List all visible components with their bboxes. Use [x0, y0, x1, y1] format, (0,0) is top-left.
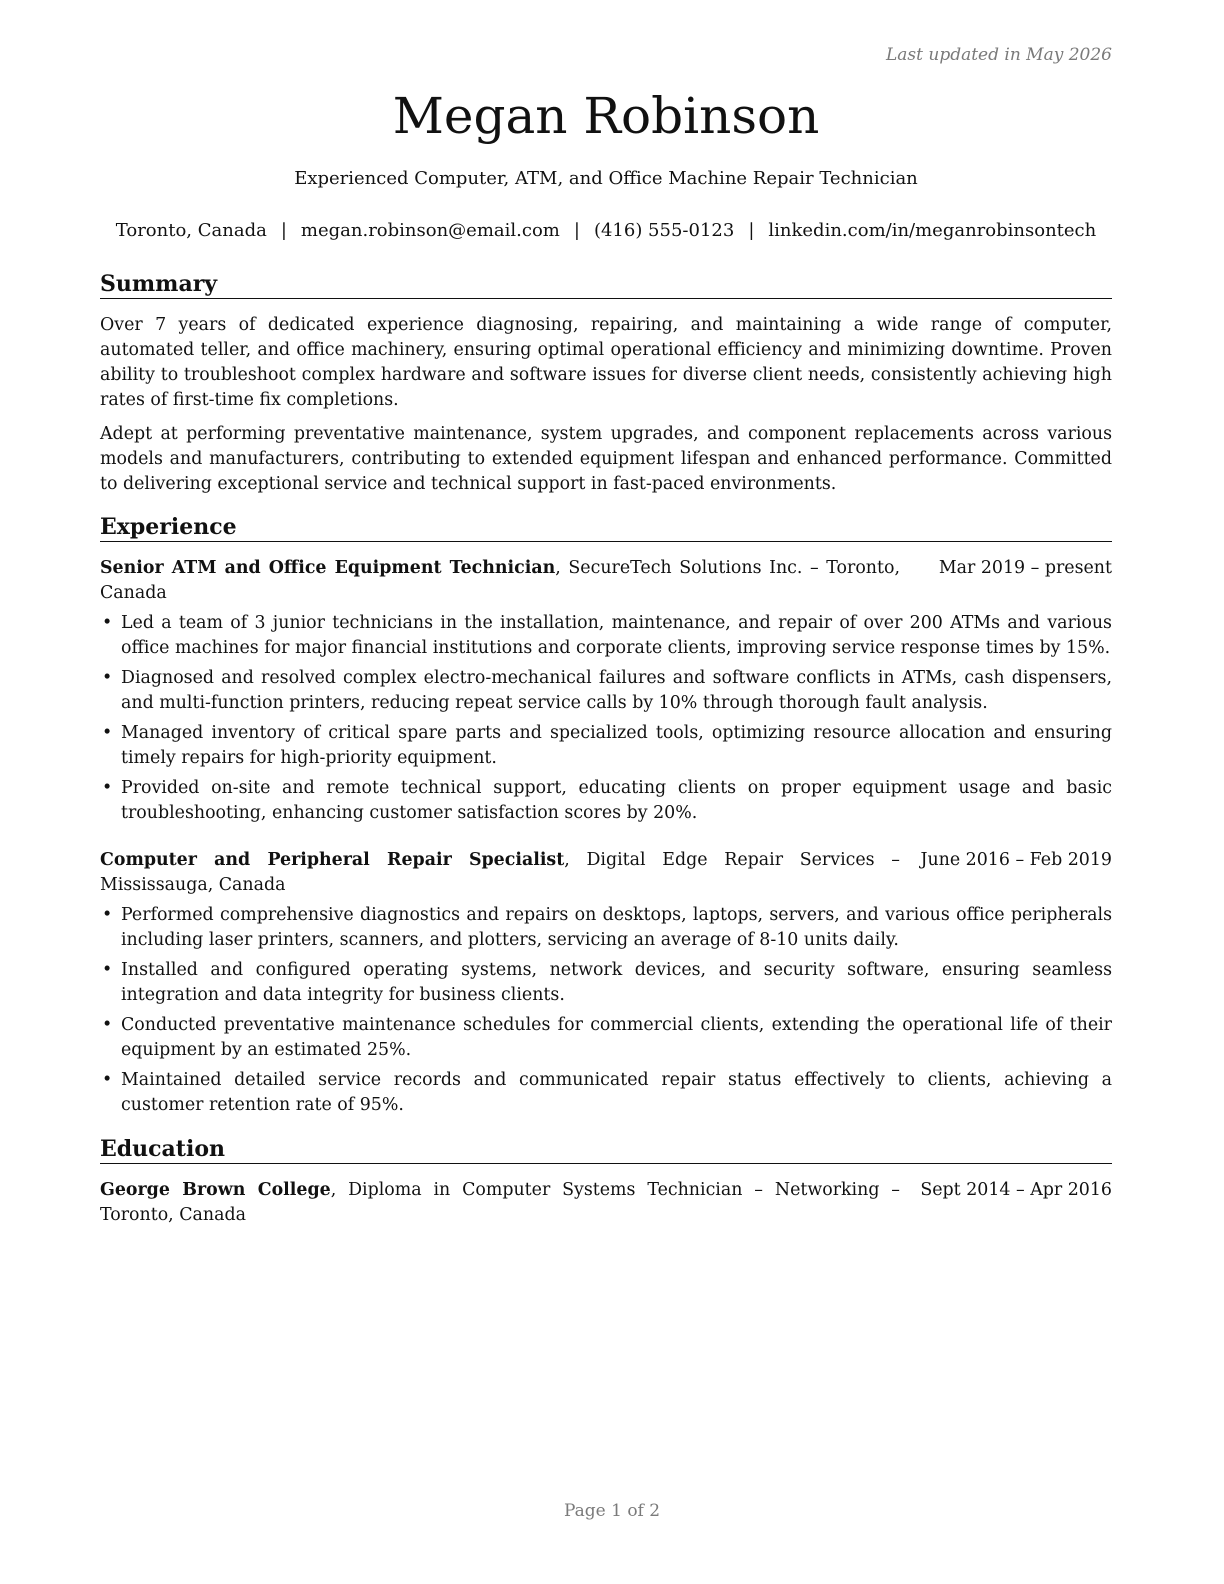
job-role: Computer and Peripheral Repair Specialist — [100, 850, 565, 870]
education-details: , Diploma in Computer Systems Technician – Networking – Toronto, Canada — [100, 1180, 900, 1225]
bullet-text: Conducted preventative maintenance schedules for commercial clients, extending the operational life of their equipment by an estimated 25%. — [121, 1015, 1112, 1060]
contact-line — [100, 219, 1112, 243]
experience-section — [100, 513, 1112, 1118]
bullet-icon: • — [102, 960, 113, 980]
contact-location: Toronto, Canada — [115, 220, 267, 241]
bullet-text: Managed inventory of critical spare parts and specialized tools, optimizing resource allocation and ensuring timely repairs for high-priority equipment. — [121, 723, 1112, 768]
bullet-icon: • — [102, 1070, 113, 1090]
bullet-icon: • — [102, 723, 113, 743]
bullet-item — [100, 903, 1112, 953]
bullet-text: Provided on-site and remote technical support, educating clients on proper equipment usage and basic troubleshooting, enhancing customer satisfaction scores by 20%. — [121, 778, 1112, 823]
headline: Experienced Computer, ATM, and Office Machine Repair Technician — [294, 168, 918, 189]
education-dates: Sept 2014 – Apr 2016 — [920, 1180, 1112, 1200]
bullet-item — [100, 1068, 1112, 1118]
bullet-icon: • — [102, 613, 113, 633]
bullet-item — [100, 611, 1112, 661]
bullet-item — [100, 721, 1112, 771]
bullet-text: Diagnosed and resolved complex electro-mechanical failures and software conflicts in ATMs, cash dispensers, and multi-function printers, reducing repeat service calls by 10% through thorough fault analysis. — [121, 668, 1112, 713]
contact-separator: | — [573, 220, 580, 241]
contact-separator: | — [748, 220, 755, 241]
page-number: Page 1 of 2 — [563, 1501, 661, 1521]
job-dates: June 2016 – Feb 2019 — [920, 850, 1112, 870]
last-updated-note: Last updated in May 2026 — [885, 45, 1112, 65]
job-company: , Digital Edge Repair Services – Mississauga, Canada — [100, 850, 900, 895]
bullet-item — [100, 776, 1112, 826]
contact-email[interactable]: megan.robinson@email.com — [300, 220, 560, 241]
bullet-icon: • — [102, 1015, 113, 1035]
education-section — [100, 1135, 1112, 1228]
job-dates: Mar 2019 – present — [938, 558, 1112, 578]
bullet-text: Led a team of 3 junior technicians in the installation, maintenance, and repair of over 200 ATMs and various office machines for major financial institutions and corporate clients, improving service response times by 15%. — [121, 613, 1112, 658]
summary-paragraph: Over 7 years of dedicated experience diagnosing, repairing, and maintaining a wide range of computer, automated teller, and office machinery, ensuring optimal operational efficiency and minimizing downtime. Proven ability to troubleshoot complex hardware and software issues for diverse client needs, consistently achieving high rates of first-time fix completions. — [100, 315, 1112, 410]
job-role: Senior ATM and Office Equipment Technician — [100, 558, 556, 578]
contact-linkedin[interactable]: linkedin.com/in/meganrobinsontech — [768, 220, 1097, 241]
education-entry — [100, 1178, 1112, 1228]
bullet-icon: • — [102, 668, 113, 688]
bullet-item — [100, 666, 1112, 716]
education-heading: Education — [100, 1135, 1112, 1164]
experience-heading: Experience — [100, 513, 1112, 542]
bullet-text: Maintained detailed service records and communicated repair status effectively to clients, achieving a customer retention rate of 95%. — [121, 1070, 1112, 1115]
summary-section — [100, 270, 1112, 497]
job-entry — [100, 556, 1112, 826]
summary-paragraph: Adept at performing preventative maintenance, system upgrades, and component replacements across various models and manufacturers, contributing to extended equipment lifespan and enhanced performance. Committed to delivering exceptional service and technical support in fast-paced environments. — [100, 424, 1112, 494]
job-header — [100, 556, 1112, 606]
job-company: , SecureTech Solutions Inc. – Toronto, Canada — [100, 558, 900, 603]
bullet-icon: • — [102, 778, 113, 798]
job-bullets — [100, 903, 1112, 1118]
job-entry — [100, 848, 1112, 1118]
job-bullets — [100, 611, 1112, 826]
summary-heading: Summary — [100, 270, 1112, 299]
contact-phone: (416) 555-0123 — [593, 220, 735, 241]
bullet-item — [100, 1013, 1112, 1063]
job-header — [100, 848, 1112, 898]
bullet-text: Installed and configured operating systems, network devices, and security software, ensuring seamless integration and data integrity for business clients. — [121, 960, 1112, 1005]
bullet-icon: • — [102, 905, 113, 925]
candidate-name: Megan Robinson — [392, 87, 820, 145]
contact-separator: | — [280, 220, 287, 241]
school-name: George Brown College — [100, 1180, 331, 1200]
bullet-item — [100, 958, 1112, 1008]
bullet-text: Performed comprehensive diagnostics and repairs on desktops, laptops, servers, and various office peripherals including laser printers, scanners, and plotters, servicing an average of 8-10 units daily. — [121, 905, 1112, 950]
